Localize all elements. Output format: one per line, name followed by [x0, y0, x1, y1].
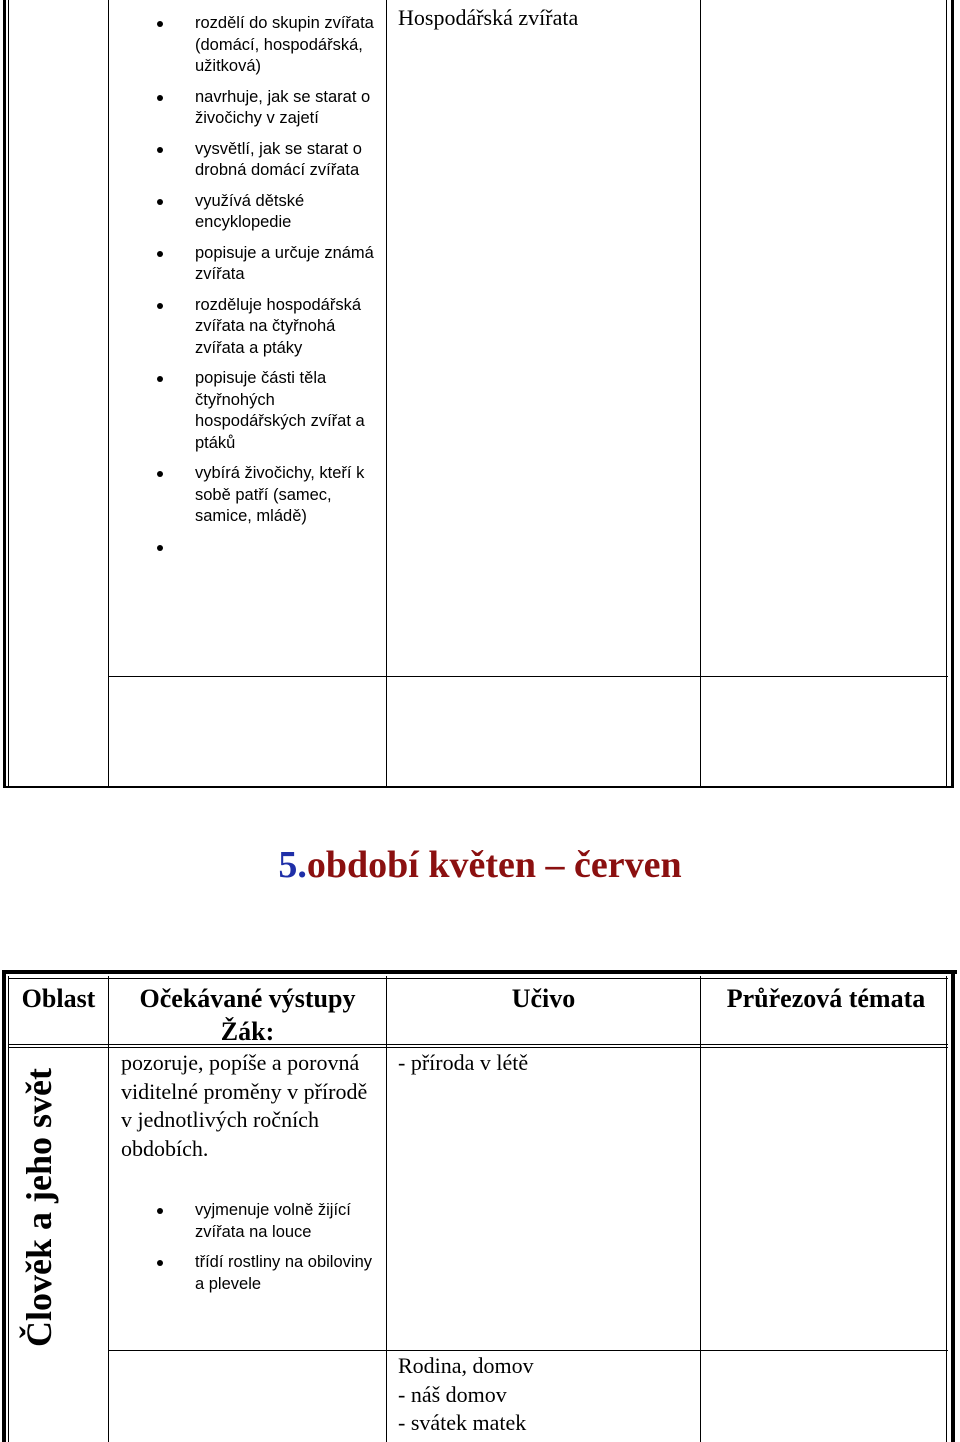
outcomes-list-2 [195, 1200, 380, 1304]
area-cell [14, 1050, 64, 1365]
curriculum-line: Rodina, domov [398, 1353, 534, 1378]
header-outcomes-title: Očekávané výstupy [139, 984, 356, 1013]
curriculum-cell: Hospodářská zvířata [398, 5, 579, 30]
period-text: období květen – červen [306, 844, 682, 886]
list-item: třídí rostliny na obiloviny a plevele [195, 1252, 380, 1295]
curriculum-line: - náš domov [398, 1381, 507, 1407]
list-item: rozděluje hospodářská zvířata na čtyřnohá zvířata a ptáky [195, 295, 380, 360]
list-item: vysvětlí, jak se starat o drobná domácí zvířata [195, 139, 380, 182]
header-curriculum: Učivo [511, 984, 576, 1013]
list-item: popisuje části těla čtyřnohých hospodářských zvířat a ptáků [195, 368, 380, 454]
outcomes-intro: pozoruje, popíše a porovná viditelné proměny v přírodě v jednotlivých ročních obdobích. [121, 1050, 368, 1161]
area-name: Člověk a jeho svět [19, 1068, 59, 1347]
outcomes-list [195, 13, 380, 567]
curriculum-bottom [398, 1352, 534, 1438]
period-number: 5. [278, 844, 307, 886]
curriculum-top: - příroda v létě [398, 1050, 529, 1075]
header-area: Oblast [21, 984, 96, 1013]
list-item: navrhuje, jak se starat o živočichy v zajetí [195, 87, 380, 130]
curriculum-line: - svátek matek [398, 1410, 527, 1435]
period-title [0, 840, 960, 890]
list-item: vybírá živočichy, kteří k sobě patří (samec, samice, mládě) [195, 463, 380, 528]
list-item: popisuje a určuje známá zvířata [195, 243, 380, 286]
list-item: rozdělí do skupin zvířata (domácí, hospodářská, užitková) [195, 13, 380, 78]
header-outcomes-sub: Žák: [220, 1017, 275, 1046]
header-outcomes [109, 982, 386, 1048]
list-item: vyjmenuje volně žijící zvířata na louce [195, 1200, 380, 1243]
list-item-empty [195, 537, 380, 559]
list-item: využívá dětské encyklopedie [195, 191, 380, 234]
header-cross-topics: Průřezová témata [726, 984, 926, 1013]
